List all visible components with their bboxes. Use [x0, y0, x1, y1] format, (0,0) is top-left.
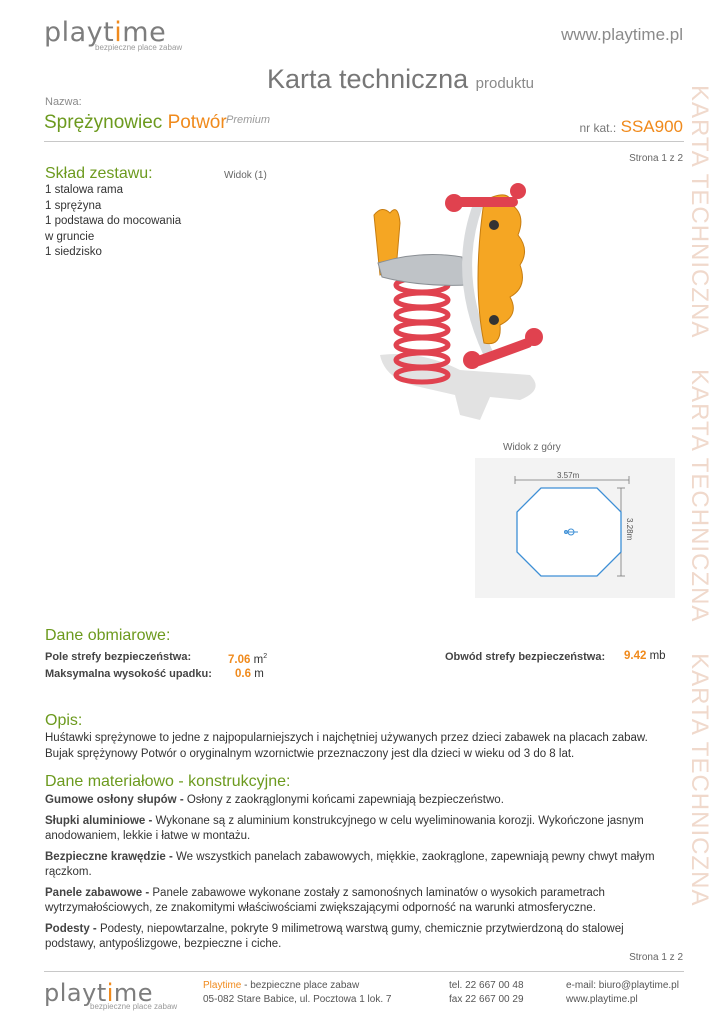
materials-heading: Dane materiałowo - konstrukcyjne: [45, 773, 291, 790]
list-item: 1 sprężyna [45, 199, 102, 212]
name-label: Nazwa: [45, 96, 82, 108]
list-item: Gumowe osłony słupów - Osłony z zaokrąglonymi końcami zapewniają bezpieczeństwo. [45, 794, 504, 806]
page-title: Karta techniczna produktu [267, 64, 535, 94]
list-item: Słupki aluminiowe - Wykonane są z aluminium konstrukcyjnego w celu wyeliminowania korozji. Wykończone jasnym anodowaniem, lekkie i łatwe w montażu. [45, 814, 644, 842]
website-link[interactable]: www.playtime.pl [561, 25, 683, 44]
list-item: w gruncie [45, 230, 95, 243]
fall-height-label: Maksymalna wysokość upadku: [45, 668, 212, 680]
fall-height-value: 0.6 m [235, 668, 264, 680]
product-illustration [360, 175, 560, 435]
product-name: Sprężynowiec Potwór [44, 112, 227, 133]
footer-web[interactable]: www.playtime.pl [566, 994, 638, 1005]
safety-area-label: Pole strefy bezpieczeństwa: [45, 651, 192, 663]
header-divider [44, 141, 684, 142]
contents-list [45, 183, 181, 261]
perimeter-value: 9.42 mb [624, 650, 666, 662]
catalog-number: nr kat.: SSA900 [579, 117, 683, 136]
list-item: Bezpieczne krawędzie - We wszystkich panelach zabawowych, miękkie, zaokrąglone, zapewniają pewny chwyt małym rączkom. [45, 850, 655, 878]
view-label: Widok (1) [224, 170, 267, 181]
list-item: Panele zabawowe - Panele zabawowe wykonane zostały z samonośnych laminatów o wysokich parametrach wytrzymałościowych, ze znakomitymi właściwościami zwiększającymi odporność na warunki atmosferyczne. [45, 886, 605, 914]
footer-logo-tagline: bezpieczne place zabaw [90, 1002, 178, 1011]
list-item: 1 siedzisko [45, 246, 102, 258]
list-item: Podesty - Podesty, niepowtarzalne, pokryte 9 milimetrową warstwą gumy, chemicznie przytwierdzoną do stalowej podstawy, antypoślizgowe, bezpieczne i ciche. [45, 922, 624, 950]
description-text: Huśtawki sprężynowe to jedne z najpopularniejszych i najchętniej używanych przez dzieci zabawek na placach zabaw. Bujak sprężynowy Potwór o oryginalnym wzornictwie przeznaczony jest dla dzieci w wieku od 3 do 8 lat. [45, 732, 648, 760]
logo: playtime [44, 17, 167, 48]
side-watermark: KARTA TECHNICZNA KARTA TECHNICZNA KARTA TECHNICZNA [686, 85, 713, 907]
footer-divider [44, 971, 684, 972]
description-heading: Opis: [45, 712, 83, 729]
dimensions-heading: Dane obmiarowe: [45, 627, 171, 644]
footer-contact [566, 979, 679, 1007]
dim-height: 3.28m [625, 518, 634, 541]
footer-email[interactable]: e-mail: biuro@playtime.pl [566, 980, 679, 991]
safety-area-value: 7.06 $m^2$ [228, 653, 268, 666]
page-number-bottom: Strona 1 z 2 [629, 952, 683, 963]
footer-company: Playtime - bezpieczne place zabaw 05-082 Stare Babice, ul. Pocztowa 1 lok. 7 [203, 980, 392, 1005]
materials-list [45, 793, 657, 953]
list-item: 1 stalowa rama [45, 184, 123, 196]
product-variant: Premium [226, 114, 271, 126]
dim-width: 3.57m [557, 471, 580, 480]
perimeter-label: Obwód strefy bezpieczeństwa: [445, 651, 606, 663]
top-view-label: Widok z góry [503, 442, 561, 453]
contents-heading: Skład zestawu: [45, 165, 153, 182]
footer-phone: tel. 22 667 00 48 fax 22 667 00 29 [449, 980, 524, 1005]
page-number-top: Strona 1 z 2 [629, 153, 683, 164]
footer-logo: playtime [44, 979, 154, 1007]
logo-tagline: bezpieczne place zabaw [95, 43, 183, 52]
list-item: 1 podstawa do mocowania [45, 215, 182, 227]
